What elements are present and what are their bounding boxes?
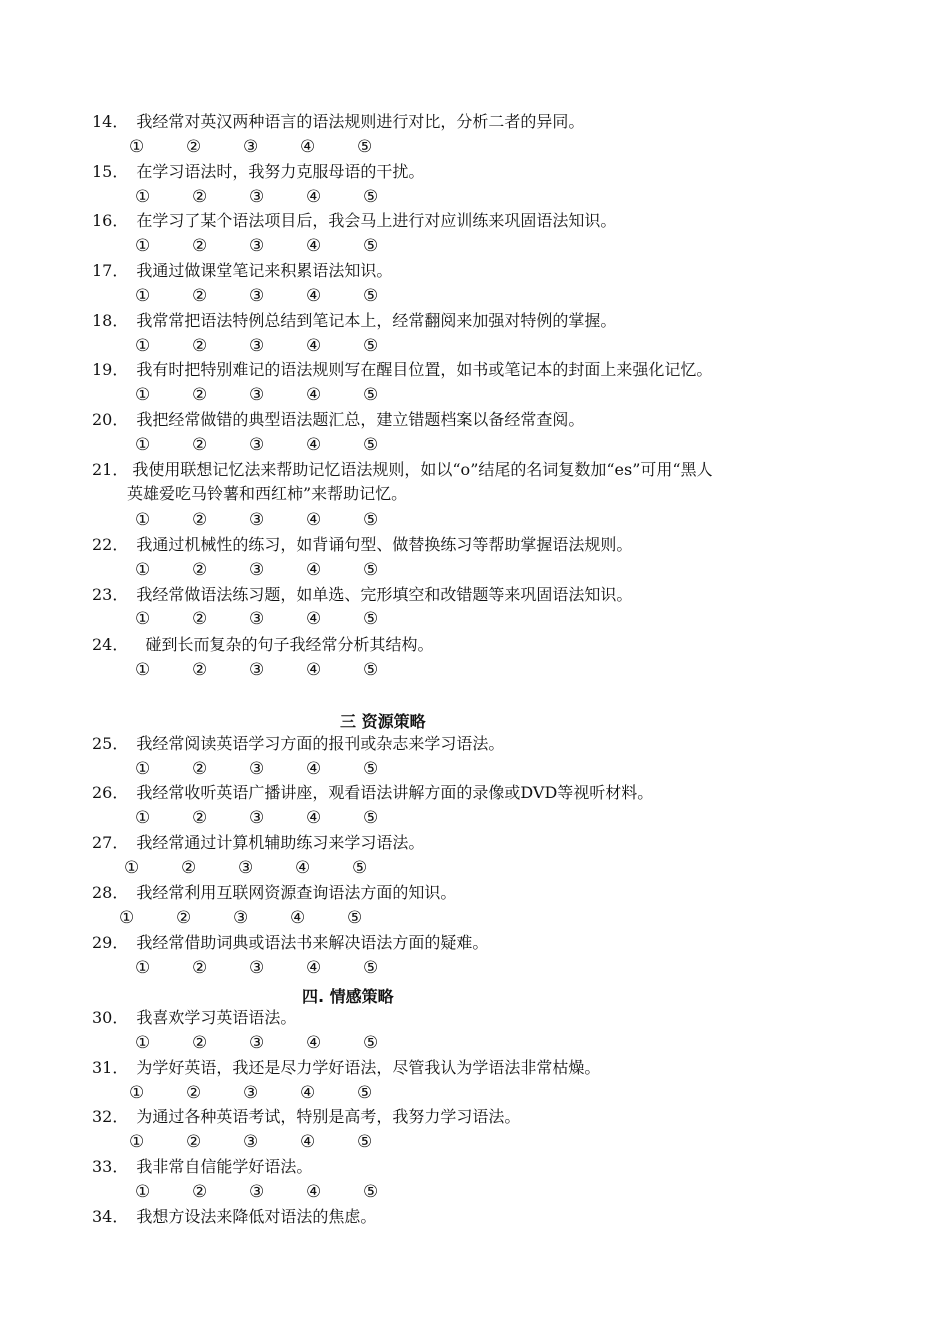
question-22: [92, 536, 632, 554]
option-2[interactable]: ②: [181, 858, 197, 878]
option-3[interactable]: ③: [249, 435, 265, 455]
option-5[interactable]: ⑤: [363, 660, 379, 680]
option-2[interactable]: ②: [192, 236, 208, 256]
option-1[interactable]: ①: [124, 858, 140, 878]
option-3[interactable]: ③: [249, 286, 265, 306]
question-number: 23．: [92, 585, 129, 604]
option-1[interactable]: ①: [135, 336, 151, 356]
question-text: 在学习了某个语法项目后，我会马上进行对应训练来巩固语法知识。: [136, 211, 617, 230]
question-number: 20．: [92, 410, 129, 429]
option-1[interactable]: ①: [135, 958, 151, 978]
option-3[interactable]: ③: [243, 1132, 259, 1152]
option-1[interactable]: ①: [135, 435, 151, 455]
question-number: 16．: [92, 211, 129, 230]
question-number: 34．: [92, 1207, 129, 1226]
option-4[interactable]: ④: [306, 609, 322, 629]
question-text: 为通过各种英语考试，特别是高考，我努力学习语法。: [136, 1107, 521, 1126]
option-3[interactable]: ③: [249, 958, 265, 978]
option-1[interactable]: ①: [135, 1182, 151, 1202]
option-5[interactable]: ⑤: [363, 609, 379, 629]
option-4[interactable]: ④: [306, 759, 322, 779]
question-text: 我把经常做错的典型语法题汇总，建立错题档案以备经常查阅。: [136, 410, 585, 429]
option-4[interactable]: ④: [306, 560, 322, 580]
question-text: 我经常阅读英语学习方面的报刊或杂志来学习语法。: [136, 734, 505, 753]
option-3[interactable]: ③: [249, 385, 265, 405]
option-2[interactable]: ②: [192, 286, 208, 306]
option-5[interactable]: ⑤: [347, 908, 363, 928]
question-text: 我想方设法来降低对语法的焦虑。: [136, 1207, 377, 1226]
question-number: 22．: [92, 535, 129, 554]
option-4[interactable]: ④: [300, 137, 316, 157]
option-5[interactable]: ⑤: [363, 236, 379, 256]
option-5[interactable]: ⑤: [363, 510, 379, 530]
option-5[interactable]: ⑤: [363, 808, 379, 828]
question-21-continuation: 英雄爱吃马铃薯和西红柿”来帮助记忆。: [127, 484, 408, 503]
question-23: [92, 586, 632, 604]
option-2[interactable]: ②: [192, 1182, 208, 1202]
option-2[interactable]: ②: [192, 660, 208, 680]
option-2[interactable]: ②: [192, 958, 208, 978]
option-3[interactable]: ③: [249, 759, 265, 779]
question-34: [92, 1208, 376, 1226]
question-text: 为学好英语，我还是尽力学好语法，尽管我认为学语法非常枯燥。: [136, 1058, 601, 1077]
option-3[interactable]: ③: [249, 187, 265, 207]
option-4[interactable]: ④: [306, 510, 322, 530]
option-2[interactable]: ②: [192, 187, 208, 207]
option-1[interactable]: ①: [135, 286, 151, 306]
option-1[interactable]: ①: [135, 236, 151, 256]
option-4[interactable]: ④: [306, 385, 322, 405]
question-32: [92, 1108, 520, 1126]
option-2[interactable]: ②: [176, 908, 192, 928]
option-1[interactable]: ①: [135, 510, 151, 530]
question-number: 17．: [92, 261, 129, 280]
option-3[interactable]: ③: [243, 1083, 259, 1103]
option-4[interactable]: ④: [300, 1132, 316, 1152]
option-2[interactable]: ②: [186, 1132, 202, 1152]
question-number: 15．: [92, 162, 129, 181]
question-27: [92, 834, 424, 852]
question-number: 31．: [92, 1058, 129, 1077]
question-text: 我非常自信能学好语法。: [136, 1157, 313, 1176]
question-text: 我使用联想记忆法来帮助记忆语法规则，如以“o”结尾的名词复数加“es”可用“黑人: [132, 460, 713, 479]
question-number: 27．: [92, 833, 129, 852]
option-4[interactable]: ④: [306, 187, 322, 207]
option-1[interactable]: ①: [135, 609, 151, 629]
option-1[interactable]: ①: [129, 137, 145, 157]
question-number: 14．: [92, 112, 129, 131]
option-4[interactable]: ④: [306, 236, 322, 256]
section-heading-resource-strategy: 三 资源策略: [340, 712, 426, 731]
option-5[interactable]: ⑤: [363, 958, 379, 978]
option-5[interactable]: ⑤: [352, 858, 368, 878]
option-3[interactable]: ③: [238, 858, 254, 878]
option-2[interactable]: ②: [192, 560, 208, 580]
option-1[interactable]: ①: [135, 187, 151, 207]
question-number: 28．: [92, 883, 129, 902]
option-4[interactable]: ④: [306, 958, 322, 978]
question-29: [92, 934, 488, 952]
question-16: [92, 212, 616, 230]
question-14: [92, 113, 584, 131]
option-5[interactable]: ⑤: [357, 137, 373, 157]
option-2[interactable]: ②: [192, 759, 208, 779]
option-2[interactable]: ②: [192, 609, 208, 629]
option-4[interactable]: ④: [306, 336, 322, 356]
option-3[interactable]: ③: [249, 336, 265, 356]
question-20: [92, 411, 584, 429]
question-25: [92, 735, 504, 753]
option-4[interactable]: ④: [295, 858, 311, 878]
option-5[interactable]: ⑤: [357, 1083, 373, 1103]
question-18: [92, 312, 616, 330]
question-17: [92, 262, 392, 280]
option-1[interactable]: ①: [129, 1083, 145, 1103]
question-number: 26．: [92, 783, 129, 802]
question-number: 29．: [92, 933, 129, 952]
option-3[interactable]: ③: [249, 609, 265, 629]
section-heading-affective-strategy: 四. 情感策略: [302, 987, 394, 1006]
option-1[interactable]: ①: [135, 660, 151, 680]
option-1[interactable]: ①: [135, 808, 151, 828]
option-3[interactable]: ③: [249, 560, 265, 580]
option-4[interactable]: ④: [290, 908, 306, 928]
option-2[interactable]: ②: [186, 137, 202, 157]
option-4[interactable]: ④: [306, 286, 322, 306]
option-5[interactable]: ⑤: [363, 187, 379, 207]
option-5[interactable]: ⑤: [363, 435, 379, 455]
option-2[interactable]: ②: [192, 1033, 208, 1053]
question-number: 19．: [92, 360, 129, 379]
option-5[interactable]: ⑤: [363, 560, 379, 580]
option-3[interactable]: ③: [233, 908, 249, 928]
question-24: [92, 636, 433, 654]
option-3[interactable]: ③: [249, 660, 265, 680]
question-number: 21．: [92, 460, 129, 479]
option-1[interactable]: ①: [135, 560, 151, 580]
question-30: [92, 1009, 296, 1027]
option-1[interactable]: ①: [135, 385, 151, 405]
option-5[interactable]: ⑤: [363, 1033, 379, 1053]
question-19: [92, 361, 712, 379]
option-1[interactable]: ①: [135, 1033, 151, 1053]
option-2[interactable]: ②: [186, 1083, 202, 1103]
question-text: 我经常通过计算机辅助练习来学习语法。: [136, 833, 425, 852]
question-31: [92, 1059, 600, 1077]
option-3[interactable]: ③: [249, 236, 265, 256]
question-28: [92, 884, 456, 902]
option-4[interactable]: ④: [306, 808, 322, 828]
option-1[interactable]: ①: [129, 1132, 145, 1152]
question-number: 33．: [92, 1157, 129, 1176]
question-text: 我有时把特别难记的语法规则写在醒目位置，如书或笔记本的封面上来强化记忆。: [136, 360, 713, 379]
question-21: [92, 461, 713, 479]
option-3[interactable]: ③: [249, 808, 265, 828]
question-text: 我经常做语法练习题，如单选、完形填空和改错题等来巩固语法知识。: [136, 585, 633, 604]
question-text: 我经常利用互联网资源查询语法方面的知识。: [136, 883, 457, 902]
question-number: 24．: [92, 635, 129, 654]
question-text: 在学习语法时，我努力克服母语的干扰。: [136, 162, 425, 181]
question-text: 我喜欢学习英语语法。: [136, 1008, 297, 1027]
option-2[interactable]: ②: [192, 336, 208, 356]
question-number: 30．: [92, 1008, 129, 1027]
question-33: [92, 1158, 312, 1176]
question-text: 我常常把语法特例总结到笔记本上，经常翻阅来加强对特例的掌握。: [136, 311, 617, 330]
option-4[interactable]: ④: [306, 660, 322, 680]
option-5[interactable]: ⑤: [363, 759, 379, 779]
question-number: 25．: [92, 734, 129, 753]
option-4[interactable]: ④: [306, 1182, 322, 1202]
question-text: 我通过机械性的练习，如背诵句型、做替换练习等帮助掌握语法规则。: [136, 535, 633, 554]
option-3[interactable]: ③: [249, 1033, 265, 1053]
option-5[interactable]: ⑤: [363, 385, 379, 405]
option-1[interactable]: ①: [119, 908, 135, 928]
question-text: 我经常借助词典或语法书来解决语法方面的疑难。: [136, 933, 489, 952]
question-text: 我经常收听英语广播讲座，观看语法讲解方面的录像或DVD等视听材料。: [136, 783, 654, 802]
question-number: 18．: [92, 311, 129, 330]
option-3[interactable]: ③: [243, 137, 259, 157]
question-number: 32．: [92, 1107, 129, 1126]
option-4[interactable]: ④: [306, 435, 322, 455]
option-1[interactable]: ①: [135, 759, 151, 779]
option-4[interactable]: ④: [306, 1033, 322, 1053]
option-3[interactable]: ③: [249, 1182, 265, 1202]
option-5[interactable]: ⑤: [363, 286, 379, 306]
option-5[interactable]: ⑤: [363, 336, 379, 356]
question-26: [92, 784, 653, 802]
option-2[interactable]: ②: [192, 510, 208, 530]
option-2[interactable]: ②: [192, 385, 208, 405]
question-text: 我通过做课堂笔记来积累语法知识。: [136, 261, 393, 280]
option-5[interactable]: ⑤: [363, 1182, 379, 1202]
question-15: [92, 163, 424, 181]
option-2[interactable]: ②: [192, 435, 208, 455]
option-5[interactable]: ⑤: [357, 1132, 373, 1152]
option-3[interactable]: ③: [249, 510, 265, 530]
question-text: 碰到长而复杂的句子我经常分析其结构。: [140, 635, 434, 654]
option-4[interactable]: ④: [300, 1083, 316, 1103]
question-text: 我经常对英汉两种语言的语法规则进行对比，分析二者的异同。: [136, 112, 585, 131]
option-2[interactable]: ②: [192, 808, 208, 828]
